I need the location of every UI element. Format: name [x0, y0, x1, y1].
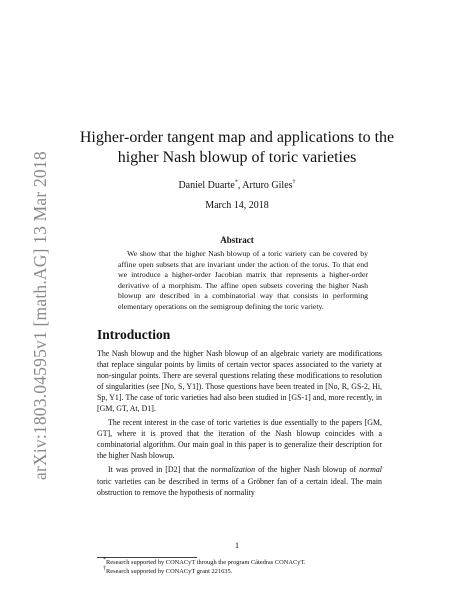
footnote-1-text: Research supported by CONACyT through the program Cátedras CONACyT. [106, 559, 306, 566]
paragraph-3-text-c: toric varieties can be described in terms of a Gröbner fan of a certain ideal. The main obstruction to remove the hypothesis of normality [97, 476, 382, 497]
introduction-body [97, 348, 382, 501]
abstract-body [118, 249, 368, 313]
title-line-1: Higher-order tangent map and applications to the [79, 129, 395, 146]
paragraph-3-emphasis-normal: normal [359, 465, 382, 475]
footnote-divider [97, 557, 197, 558]
paper-title [60, 128, 414, 168]
author-1: Daniel Duarte [178, 180, 235, 191]
author-2: Arturo Giles [242, 180, 293, 191]
author-1-footnote-mark: * [234, 179, 238, 186]
footnote-2-mark: † [103, 565, 106, 572]
author-list [60, 180, 414, 191]
paragraph-3-text-b: of the higher Nash blowup of [255, 465, 360, 475]
arxiv-identifier-stamp: arXiv:1803.04595v1 [math.AG] 13 Mar 2018 [30, 151, 50, 480]
footnotes [97, 556, 382, 576]
paragraph-2: The recent interest in the case of toric varieties is due essentially to the papers [GM, GT], where it is proved that the iteration of the Nash blowup coincides with a combinatorial algorithm. Our main goal in this paper is to generalize their description for the higher Nash blowup. [97, 418, 382, 461]
paragraph-3-emphasis-normalization: normalization [210, 465, 256, 475]
author-separator: , [237, 180, 243, 191]
author-2-footnote-mark: † [292, 179, 296, 186]
section-heading-introduction: Introduction [97, 327, 171, 342]
page-number: 1 [234, 540, 240, 550]
abstract-heading: Abstract [220, 235, 254, 245]
footnote-1 [97, 556, 382, 568]
paragraph-3 [97, 464, 382, 497]
abstract-text: We show that the higher Nash blowup of a toric variety can be covered by affine open subsets that are invariant under the action of the torus. To that end we introduce a higher-order Jacobian matrix that represents a higher-order derivative of a morphism. The affine open subsets covering the higher Nash blowup are described in a combinatorial way that consists in performing elementary operations on the semigroup defining the toric variety. [118, 249, 368, 311]
footnote-1-mark: * [103, 556, 106, 563]
footnote-2-text: Research supported by CONACyT grant 221635. [106, 567, 233, 575]
paragraph-3-text-a: It was proved in [D2] that the [108, 465, 211, 475]
paper-date: March 14, 2018 [205, 200, 269, 211]
paragraph-1: The Nash blowup and the higher Nash blowup of an algebraic variety are modifications that replace singular points by limits of certain vector spaces associated to the variety at non-singular points. There are several questions relating these modifications to resolution of singularities (see [No, S, Y1]). Those questions have been treated in [No, R, GS-2, Hi, Sp, Y1]. The case of toric varieties had also been studied in [GS-1] and, more recently, in [GM, GT, At, D1]. [97, 349, 382, 414]
title-line-2: higher Nash blowup of toric varieties [117, 149, 357, 166]
footnote-2 [97, 565, 382, 577]
